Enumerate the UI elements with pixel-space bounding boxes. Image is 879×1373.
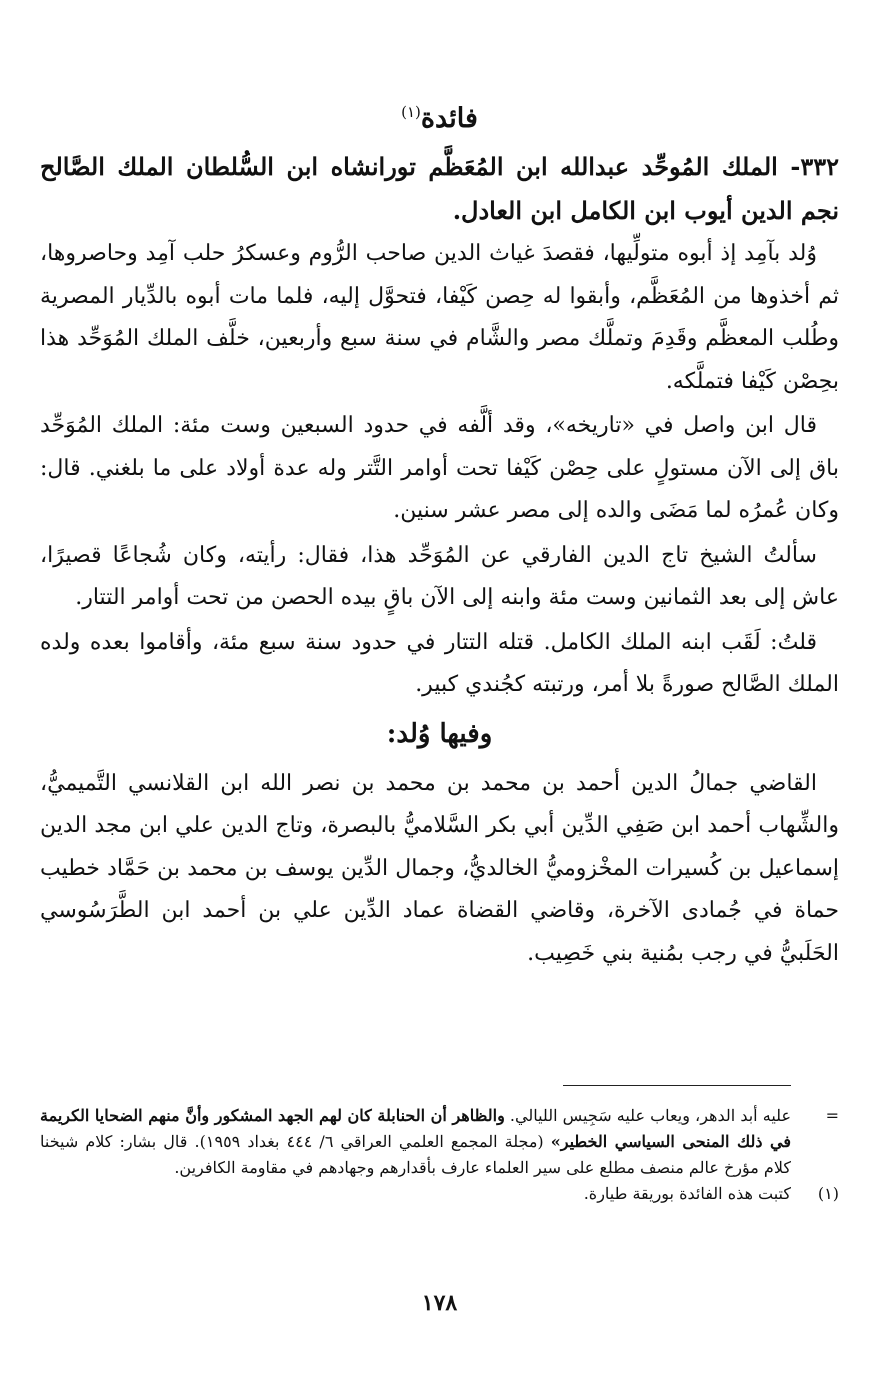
entry-title: ٣٣٢- الملك المُوحِّد عبدالله ابن المُعَظَّم تورانشاه ابن السُّلطان الملك الصَّالح نجم الدين أيوب ابن الكامل ابن العادل. (40, 152, 839, 225)
footnotes (40, 1103, 839, 1207)
footnote-divider (563, 1085, 791, 1086)
section-heading-text: فائدة (420, 103, 478, 134)
body-paragraph: قلتُ: لَقَب ابنه الملك الكامل. قتله التتار في حدود سنة سبع مئة، وأقاموا بعده ولده الملك الصَّالح صورةً بلا أمر، ورتبته كجُندي كبير. (40, 629, 839, 697)
footnote-text-start: عليه أبد الدهر، ويعاب عليه سَجِيس الليالي. (509, 1106, 791, 1125)
footnote-bold-quote: والظاهر أن الحنابلة كان لهم الجهد المشكور وأنَّ منهم الضحايا الكريمة في ذلك المنحى السياسي الخطير» (40, 1106, 792, 1151)
footnote-1 (40, 1181, 839, 1207)
body-paragraph: قال ابن واصل في «تاريخه»، وقد ألَّفه في حدود السبعين وست مئة: الملك المُوَحِّد باق إلى الآن مستولٍ على حِصْن كَيْفا تحت أوامر التَّتر وله عدة أولاد على ما بلغني. قال: وكان عُمرُه لما مَضَى والده إلى مصر عشر سنين. (40, 413, 839, 523)
section-heading (40, 92, 839, 139)
body-paragraph: سألتُ الشيخ تاج الدين الفارقي عن المُوَحِّد هذا، فقال: رأيته، وكان شُجاعًا قصيرًا، عاش إلى بعد الثمانين وست مئة وابنه إلى الآن باقٍ بيده الحصن من تحت أوامر التتار. (40, 542, 839, 610)
births-heading: وفيها وُلد: (386, 718, 493, 749)
page-number: ١٧٨ (421, 1290, 458, 1316)
body-paragraph: وُلد بآمِد إذ أبوه متولِّيها، فقصدَ غياث الدين صاحب الرُّوم وعسكرُ حلب آمِد وحاصروها، ثم أخذوها من المُعَظَّم، وأبقوا له حِصن كَيْفا، فتحوَّل إليه، فلما مات أبوه بالدِّيار المصرية وطُلب المعظَّم وقَدِمَ وتملَّك مصر والشَّام في سنة سبع وأربعين، خلَّف الملك المُوَحِّد هذا بحِصْن كَيْفا فتملَّكه. (40, 241, 839, 394)
footnote-text-end: (مجلة المجمع العلمي العراقي ٦/ ٤٤٤ بغداد ١٩٥٩). قال بشار: كلام شيخنا كلام مؤرخ عالم منصف مطلع على سير العلماء عارف بأقدارهم وجهادهم في مقاومة الكافرين. (40, 1132, 791, 1177)
footnote-text (40, 1103, 791, 1181)
births-paragraph: القاضي جمالُ الدين أحمد بن محمد بن محمد بن نصر الله ابن القلانسي التَّميميُّ، والشِّهاب أحمد ابن صَفِي الدِّين أبي بكر السَّلاميُّ بالبصرة، وتاج الدين علي ابن مجد الدين إسماعيل بن كُسيرات المخْزوميُّ الخالديُّ، وجمال الدِّين يوسف بن محمد بن حَمَّاد خطيب حماة في جُمادى الآخرة، وقاضي القضاة عماد الدِّين علي بن أحمد ابن الطَّرَسُوسي الحَلَبيُّ في رجب بمُنية بني خَصِيب. (40, 770, 839, 966)
footnote-text: كتبت هذه الفائدة بوريقة طيارة. (583, 1184, 791, 1203)
footnote-continued (40, 1103, 839, 1181)
footnote-mark: (١) (817, 1184, 839, 1203)
footnote-reference[interactable]: (١) (401, 103, 421, 121)
footnote-mark: = (825, 1106, 839, 1125)
